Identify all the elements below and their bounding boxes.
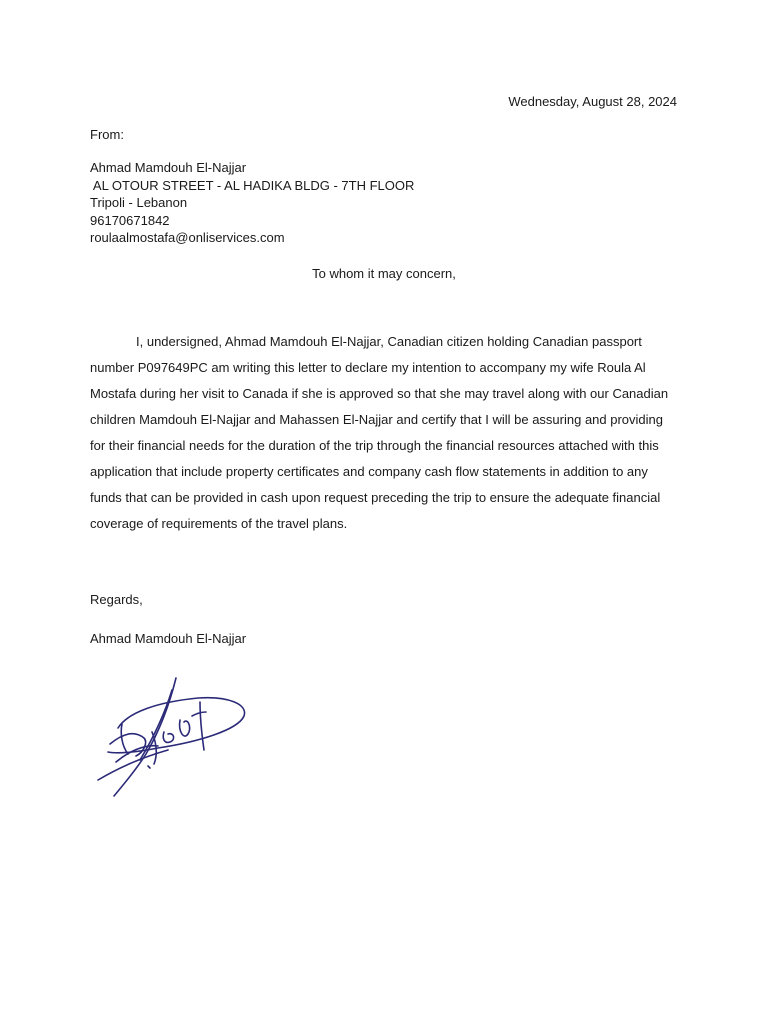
sender-block xyxy=(90,159,414,247)
signer-name: Ahmad Mamdouh El-Najjar xyxy=(90,631,247,646)
sender-email: roulaalmostafa@onliservices.com xyxy=(90,230,285,245)
sender-phone: 96170671842 xyxy=(90,212,170,228)
handwritten-signature xyxy=(88,672,253,800)
letter-body: I, undersigned, Ahmad Mamdouh El-Najjar, Canadian citizen holding Canadian passport number P097649PC am writing this letter to declare my intention to accompany my wife Roula Al Mostafa during her visit to Canada if she is approved so that she may travel along with our Canadian children Mamdouh El-Najjar and Mahassen El-Najjar and certify that I will be assuring and providing for their financial needs for the duration of the trip through the financial resources attached with this application that include property certificates and company cash flow statements in addition to any funds that can be provided in cash upon request preceding the trip to ensure the adequate financial coverage of requirements of the travel plans. xyxy=(90,334,669,531)
sender-address-line1: AL OTOUR STREET - AL HADIKA BLDG - 7TH FLOOR xyxy=(90,177,415,193)
from-label: From: xyxy=(90,127,124,142)
closing: Regards, xyxy=(90,592,143,607)
sender-address-line2: Tripoli - Lebanon xyxy=(90,195,188,210)
salutation: To whom it may concern, xyxy=(312,266,456,281)
letter-date: Wednesday, August 28, 2024 xyxy=(508,94,677,109)
sender-name: Ahmad Mamdouh El-Najjar xyxy=(90,160,247,175)
